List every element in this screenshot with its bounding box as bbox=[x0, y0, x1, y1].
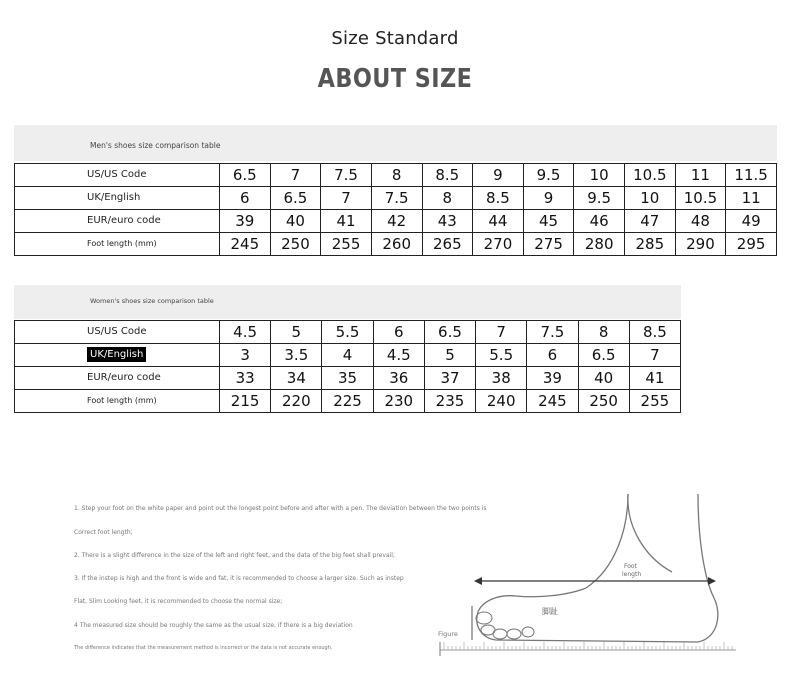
heel-outline bbox=[698, 494, 718, 642]
size-cell: 8 bbox=[422, 187, 473, 210]
row-label: UK/English bbox=[87, 347, 146, 362]
size-cell: 280 bbox=[574, 233, 625, 256]
row-label-cell bbox=[15, 390, 220, 413]
size-cell: 41 bbox=[321, 210, 372, 233]
row-label: EUR/euro code bbox=[87, 215, 161, 226]
size-cell: 9 bbox=[523, 187, 574, 210]
size-cell: 10 bbox=[625, 187, 676, 210]
men-size-table bbox=[14, 163, 777, 256]
women-size-table bbox=[14, 320, 681, 413]
row-label: US/US Code bbox=[87, 169, 147, 180]
size-cell: 245 bbox=[527, 390, 578, 413]
size-cell: 3.5 bbox=[271, 344, 322, 367]
size-cell: 7 bbox=[629, 344, 680, 367]
row-label-cell bbox=[15, 187, 220, 210]
size-cell: 4.5 bbox=[220, 321, 271, 344]
size-cell: 5 bbox=[424, 344, 475, 367]
size-cell: 39 bbox=[527, 367, 578, 390]
foot-length-label-1: Foot bbox=[624, 563, 637, 570]
row-label-cell bbox=[15, 344, 220, 367]
size-cell: 220 bbox=[271, 390, 322, 413]
size-cell: 42 bbox=[371, 210, 422, 233]
size-row bbox=[15, 233, 777, 256]
size-cell: 6.5 bbox=[220, 164, 271, 187]
foot-measurement-diagram bbox=[436, 488, 740, 660]
foot-outline bbox=[477, 588, 698, 642]
page-subtitle: ABOUT SIZE bbox=[317, 64, 473, 94]
size-cell: 6.5 bbox=[270, 187, 321, 210]
size-cell: 38 bbox=[476, 367, 527, 390]
size-cell: 255 bbox=[321, 233, 372, 256]
size-cell: 37 bbox=[424, 367, 475, 390]
row-label-cell bbox=[15, 233, 220, 256]
size-cell: 250 bbox=[270, 233, 321, 256]
size-cell: 255 bbox=[629, 390, 680, 413]
size-cell: 7.5 bbox=[527, 321, 578, 344]
size-cell: 5.5 bbox=[322, 321, 373, 344]
row-label: US/US Code bbox=[87, 326, 147, 337]
size-cell: 44 bbox=[473, 210, 524, 233]
page-title: Size Standard bbox=[331, 28, 459, 49]
size-cell: 3 bbox=[220, 344, 271, 367]
foot-length-label-2: length bbox=[622, 571, 642, 578]
size-cell: 33 bbox=[220, 367, 271, 390]
arrow-head-right bbox=[708, 577, 716, 585]
size-cell: 11.5 bbox=[726, 164, 777, 187]
size-cell: 6 bbox=[373, 321, 424, 344]
size-cell: 7.5 bbox=[321, 164, 372, 187]
size-cell: 245 bbox=[220, 233, 271, 256]
size-row bbox=[15, 164, 777, 187]
row-label: Foot length (mm) bbox=[87, 396, 157, 405]
size-cell: 8 bbox=[371, 164, 422, 187]
row-label-cell bbox=[15, 321, 220, 344]
size-cell: 6.5 bbox=[578, 344, 629, 367]
size-cell: 8.5 bbox=[422, 164, 473, 187]
size-cell: 290 bbox=[675, 233, 726, 256]
size-cell: 260 bbox=[371, 233, 422, 256]
size-row bbox=[15, 367, 681, 390]
size-cell: 36 bbox=[373, 367, 424, 390]
toe-5 bbox=[522, 627, 534, 637]
size-cell: 9.5 bbox=[574, 187, 625, 210]
row-label: UK/English bbox=[87, 192, 141, 203]
size-row bbox=[15, 390, 681, 413]
size-cell: 275 bbox=[523, 233, 574, 256]
size-cell: 8.5 bbox=[629, 321, 680, 344]
leg-outline bbox=[628, 494, 672, 572]
size-cell: 10.5 bbox=[625, 164, 676, 187]
size-cell: 7 bbox=[270, 164, 321, 187]
figure-label: Figure bbox=[438, 630, 458, 638]
size-cell: 35 bbox=[322, 367, 373, 390]
size-cell: 11 bbox=[675, 164, 726, 187]
row-label: EUR/euro code bbox=[87, 372, 161, 383]
row-label-cell bbox=[15, 210, 220, 233]
size-cell: 230 bbox=[373, 390, 424, 413]
size-cell: 41 bbox=[629, 367, 680, 390]
size-cell: 47 bbox=[625, 210, 676, 233]
instruction-line-1: 1. Step your foot on the white paper and point out the longest point before and after with a pen. The deviation between the two points is bbox=[74, 505, 487, 512]
size-cell: 7.5 bbox=[371, 187, 422, 210]
size-row bbox=[15, 321, 681, 344]
size-cell: 34 bbox=[271, 367, 322, 390]
toe-1 bbox=[476, 612, 492, 624]
row-label-cell bbox=[15, 164, 220, 187]
women-table-caption: Women's shoes size comparison table bbox=[90, 297, 214, 305]
size-cell: 46 bbox=[574, 210, 625, 233]
size-cell: 265 bbox=[422, 233, 473, 256]
size-cell: 7 bbox=[476, 321, 527, 344]
size-cell: 10.5 bbox=[675, 187, 726, 210]
size-cell: 40 bbox=[270, 210, 321, 233]
size-cell: 9 bbox=[473, 164, 524, 187]
size-cell: 6 bbox=[220, 187, 271, 210]
size-cell: 5 bbox=[271, 321, 322, 344]
size-cell: 6 bbox=[527, 344, 578, 367]
size-cell: 240 bbox=[476, 390, 527, 413]
size-cell: 5.5 bbox=[476, 344, 527, 367]
instruction-line-5: Flat, Slim Looking feet, it is recommended to choose the normal size; bbox=[74, 598, 283, 605]
size-cell: 270 bbox=[473, 233, 524, 256]
size-cell: 48 bbox=[675, 210, 726, 233]
size-cell: 235 bbox=[424, 390, 475, 413]
arrow-head-left bbox=[474, 577, 482, 585]
men-table-caption: Men's shoes size comparison table bbox=[90, 141, 221, 150]
instruction-line-3: 2. There is a slight difference in the size of the left and right feet, and the data of the big feet shall prevail; bbox=[74, 552, 395, 559]
size-cell: 9.5 bbox=[523, 164, 574, 187]
size-cell: 225 bbox=[322, 390, 373, 413]
size-row bbox=[15, 210, 777, 233]
size-cell: 215 bbox=[220, 390, 271, 413]
row-label-cell bbox=[15, 367, 220, 390]
size-cell: 8.5 bbox=[473, 187, 524, 210]
size-cell: 4 bbox=[322, 344, 373, 367]
instruction-line-2: Correct foot length; bbox=[74, 529, 133, 536]
size-cell: 43 bbox=[422, 210, 473, 233]
size-cell: 4.5 bbox=[373, 344, 424, 367]
toe-3 bbox=[493, 629, 507, 639]
size-cell: 39 bbox=[220, 210, 271, 233]
size-cell: 49 bbox=[726, 210, 777, 233]
size-cell: 285 bbox=[625, 233, 676, 256]
size-row bbox=[15, 344, 681, 367]
toe-4 bbox=[507, 629, 521, 639]
size-cell: 45 bbox=[523, 210, 574, 233]
size-cell: 10 bbox=[574, 164, 625, 187]
instruction-line-7: The difference indicates that the measurement method is incorrect or the data is not accurate enough. bbox=[74, 645, 333, 651]
size-cell: 250 bbox=[578, 390, 629, 413]
size-row bbox=[15, 187, 777, 210]
size-cell: 6.5 bbox=[424, 321, 475, 344]
instruction-line-6: 4 The measured size should be roughly the same as the usual size, if there is a big deviation bbox=[74, 622, 353, 629]
size-cell: 7 bbox=[321, 187, 372, 210]
toe-label: 脚趾 bbox=[542, 607, 558, 616]
size-cell: 11 bbox=[726, 187, 777, 210]
size-cell: 295 bbox=[726, 233, 777, 256]
row-label: Foot length (mm) bbox=[87, 239, 157, 248]
ruler-ticks bbox=[444, 642, 732, 650]
size-cell: 8 bbox=[578, 321, 629, 344]
size-cell: 40 bbox=[578, 367, 629, 390]
instruction-line-4: 3. If the instep is high and the front is wide and fat, it is recommended to choose a larger size. Such as instep bbox=[74, 575, 404, 582]
